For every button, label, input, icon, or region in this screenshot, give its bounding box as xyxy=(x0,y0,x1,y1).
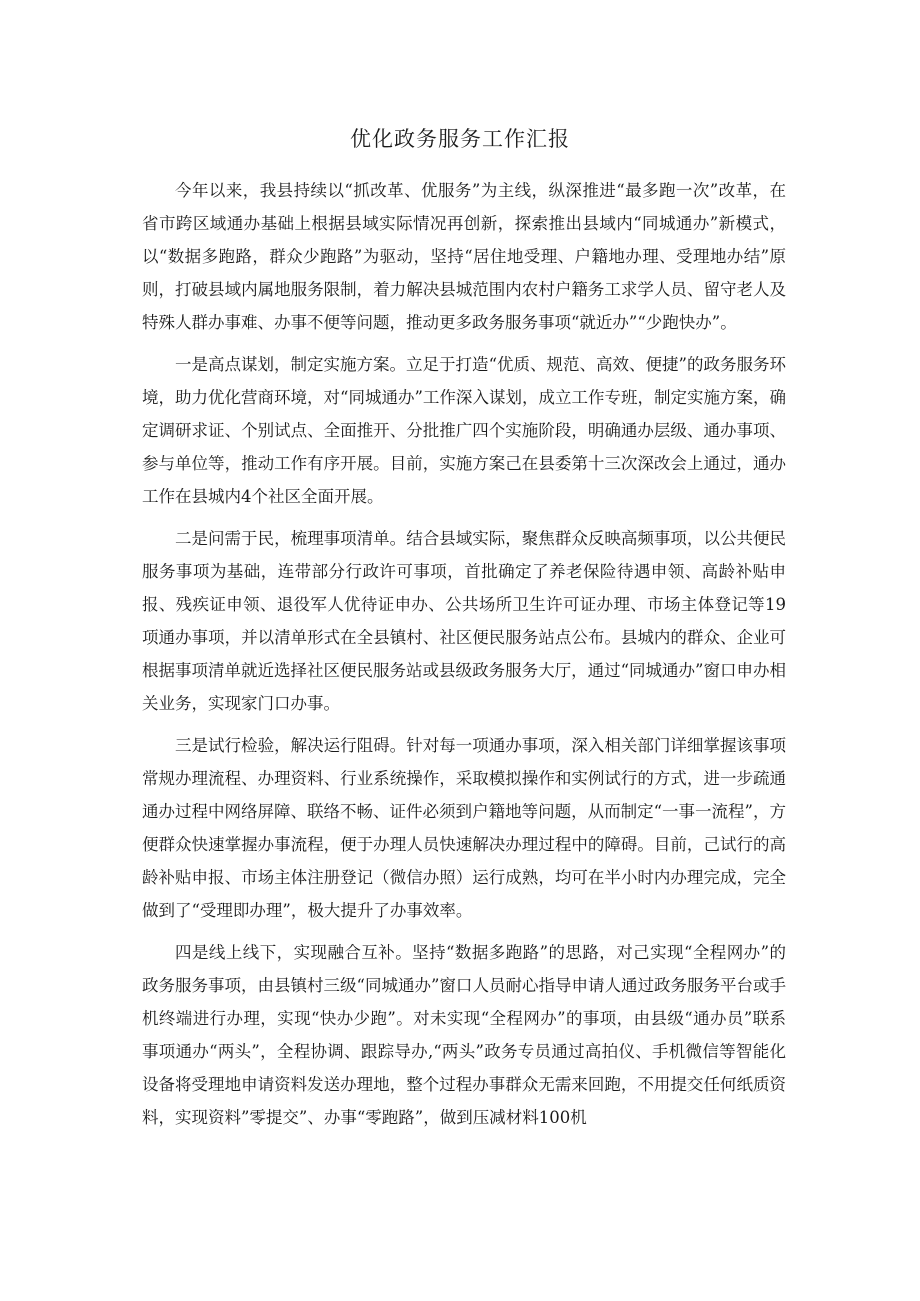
document-title: 优化政务服务工作汇报 xyxy=(350,127,570,151)
paragraph-trial: 三是试行检验，解决运行阻碍。针对每一项通办事项，深入相关部门详细掌握该事项常规办理流程、办理资料、行业系统操作，采取模拟操作和实例试行的方式，进一步疏通通办过程中网络屏障、联络不畅、证件必须到户籍地等问题，从而制定“一事一流程”，方便群众快速掌握办事流程，便于办理人员快速解决办理过程中的障碍。目前，己试行的高龄补贴申报、市场主体注册登记（微信办照）运行成熟，均可在半小时内办理完成，完全做到了“受理即办理”，极大提升了办事效率。 xyxy=(142,736,786,920)
paragraph-planning: 一是高点谋划，制定实施方案。立足于打造“优质、规范、高效、便捷”的政务服务环境，助力优化营商环境，对“同城通办”工作深入谋划，成立工作专班，制定实施方案，确定调研求证、个别试点、全面推开、分批推广四个实施阶段，明确通办层级、通办事项、参与单位等，推动工作有序开展。目前，实施方案己在县委第十三次深改会上通过，通办工作在县城内4个社区全面开展。 xyxy=(142,355,786,506)
paragraph-intro: 今年以来，我县持续以“抓改革、优服务”为主线，纵深推进“最多跑一次”改革，在省市跨区域通办基础上根据县域实际情况再创新，探索推出县域内“同城通办”新模式，以“数据多跑路，群众少跑路”为驱动，坚持“居住地受理、户籍地办理、受理地办结”原则，打破县域内属地服务限制，着力解决县城范围内农村户籍务工求学人员、留守老人及特殊人群办事难、办事不便等问题，推动更多政务服务事项“就近办”“少跑快办”。 xyxy=(142,181,786,332)
paragraph-online-offline: 四是线上线下，实现融合互补。坚持“数据多跑路”的思路，对己实现“全程网办”的政务服务事项，由县镇村三级“同城通办”窗口人员耐心指导申请人通过政务服务平台或手机终端进行办理，实现“快办少跑”。对未实现“全程网办”的事项，由县级“通办员”联系事项通办“两头”，全程协调、跟踪导办,“两头”政务专员通过高拍仪、手机微信等智能化设备将受理地申请资料发送办理地，整个过程办事群众无需来回跑，不用提交任何纸质资料，实现资料”零提交”、办事“零跑路”，做到压减材料100机 xyxy=(142,943,786,1127)
paragraph-item-list: 二是问需于民，梳理事项清单。结合县域实际，聚焦群众反映高频事项，以公共便民服务事项为基础，连带部分行政许可事项，首批确定了养老保险待遇申领、高龄补贴申报、残疾证申领、退役军人优待证申办、公共场所卫生许可证办理、市场主体登记等19项通办事项，并以清单形式在全县镇村、社区便民服务站点公布。县城内的群众、企业可根据事项清单就近选择社区便民服务站或县级政务服务大厅，通过“同城通办”窗口申办相关业务，实现家门口办事。 xyxy=(142,529,786,713)
document-body xyxy=(142,174,786,1143)
